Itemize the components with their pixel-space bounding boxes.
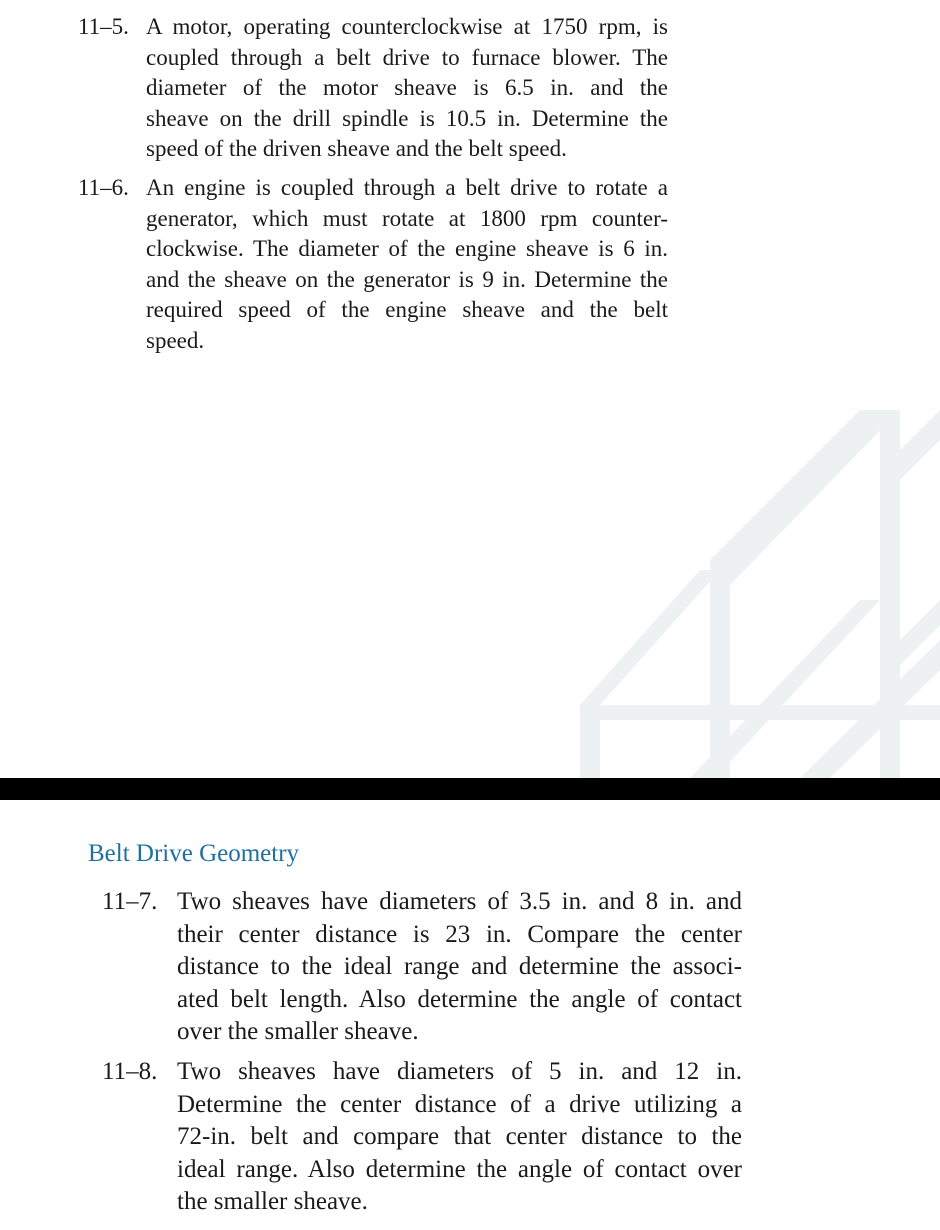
problem-number: 11–8. [102,1058,158,1085]
problem-number: 11–6. [78,175,129,200]
problem-line: and the sheave on the generator is 9 in. Determine the [146,266,668,292]
problem-line: required speed of the engine sheave and the belt [146,297,668,322]
problem-line: A motor, operating counterclockwise at 1750 rpm, is [146,14,668,39]
page-divider [0,778,940,800]
problem-line: Two sheaves have diameters of 5 in. and 12 in. [177,1058,742,1085]
problem-line: 72-in. belt and compare that center distance to the [177,1123,742,1150]
problem-text [146,173,668,356]
problem-11-8 [102,1056,752,1226]
problem-line: coupled through a belt drive to furnace blower. The [146,44,668,70]
page-bottom [0,800,940,1230]
problem-line: ideal range. Also determine the angle of contact over [177,1155,742,1183]
problem-line: generator, which must rotate at 1800 rpm counter- [146,205,668,231]
problem-text [177,1056,742,1219]
section-heading: Belt Drive Geometry [88,840,300,867]
problem-number: 11–7. [102,888,158,915]
problem-line: Determine the center distance of a drive utilizing a [177,1090,742,1118]
problem-line: Two sheaves have diameters of 3.5 in. and 8 in. and [177,888,742,915]
problem-line: clockwise. The diameter of the engine sheave is 6 in. [146,236,668,261]
problem-number: 11–5. [78,14,129,39]
problem-line: diameter of the motor sheave is 6.5 in. and the [146,75,668,100]
problem-line: speed of the driven sheave and the belt speed. [146,136,567,161]
problem-text [146,12,668,165]
problem-11-5 [78,12,678,172]
problem-11-7 [102,886,752,1051]
problem-line: over the smaller sheave. [177,1018,419,1045]
problem-line: ated belt length. Also determine the angle of contact [177,985,742,1013]
problem-text [177,886,742,1049]
problem-line: speed. [146,327,205,353]
problem-11-6 [78,173,678,358]
problem-line: sheave on the drill spindle is 10.5 in. Determine the [146,105,668,131]
problem-line: distance to the ideal range and determine the associ- [177,953,742,980]
problem-line: their center distance is 23 in. Compare the center [177,920,742,948]
problem-line: An engine is coupled through a belt drive to rotate a [146,175,668,200]
problem-line: the smaller sheave. [177,1188,368,1215]
